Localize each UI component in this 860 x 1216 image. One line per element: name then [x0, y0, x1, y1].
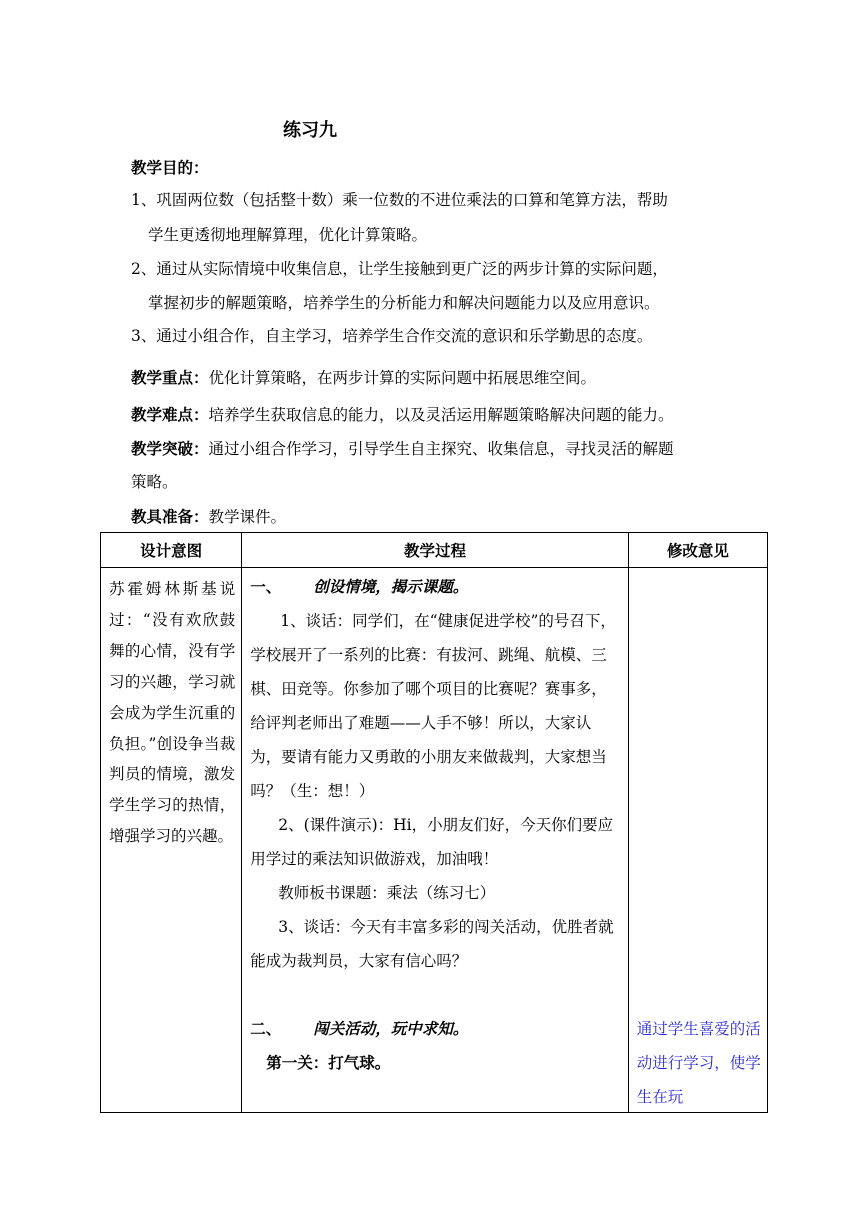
modification-text: 通过学生喜爱的活动进行学习，使学生在玩: [636, 1020, 761, 1106]
level-1-heading: 第一关：打气球。: [266, 1053, 391, 1072]
process-paragraph-4: 3、谈话：今天有丰富多彩的闯关活动，优胜者就能成为裁判员，大家有信心吗？: [250, 918, 614, 970]
breakthrough-text-line1: 通过小组合作学习，引导学生自主探究、收集信息，寻找灵活的解题: [208, 440, 674, 458]
difficulty-label: 教学难点：: [131, 405, 209, 424]
process-paragraph-1: 1、谈话：同学们，在“健康促进学校”的号召下，学校展开了一系列的比赛：有拔河、跳绳、航模、三棋、田竞等。你参加了哪个项目的比赛呢？赛事多，给评判老师出了难题——人手不够！所以，大家认为，要请有能力又勇敢的小朋友来做裁判，大家想当吗？（生：想！）: [250, 612, 616, 800]
section-2-heading: 二、 闯关活动，玩中求知。: [250, 1019, 469, 1038]
materials: [131, 506, 286, 528]
modification-cell: [628, 568, 767, 1113]
design-intent-cell: [101, 568, 242, 1113]
key-point: [131, 367, 596, 389]
key-point-text: 优化计算策略，在两步计算的实际问题中拓展思维空间。: [208, 369, 597, 387]
key-point-label: 教学重点：: [131, 368, 209, 387]
breakthrough-text-line2: 策略。: [131, 473, 178, 491]
objective-2-line2: 掌握初步的解题策略，培养学生的分析能力和解决问题能力以及应用意识。: [148, 294, 660, 312]
objective-1-line2: 学生更透彻地理解算理，优化计算策略。: [148, 226, 428, 244]
table-header-row: [101, 533, 768, 568]
objective-3-line1: 3、通过小组合作，自主学习，培养学生合作交流的意识和乐学勤思的态度。: [131, 327, 653, 345]
materials-label: 教具准备：: [131, 507, 209, 526]
difficulty-text: 培养学生获取信息的能力，以及灵活运用解题策略解决问题的能力。: [208, 406, 674, 424]
objective-1-line1: 1、巩固两位数（包括整十数）乘一位数的不进位乘法的口算和笔算方法，帮助: [131, 191, 668, 209]
header-design-intent: 设计意图: [101, 533, 242, 568]
objective-2-line1: 2、通过从实际情境中收集信息，让学生接触到更广泛的两步计算的实际问题，: [131, 260, 668, 278]
difficulty: [131, 404, 674, 426]
table-row: [101, 568, 768, 1113]
process-paragraph-3: 教师板书课题：乘法（练习七）: [278, 884, 496, 902]
breakthrough: [131, 438, 674, 460]
process-paragraph-2: 2、(课件演示)：Hi，小朋友们好，今天你们要应用学过的乘法知识做游戏，加油哦！: [250, 816, 614, 868]
section-1-heading: 一、 创设情境，揭示课题。: [250, 577, 469, 596]
page-title: 练习九: [283, 120, 337, 141]
breakthrough-label: 教学突破：: [131, 439, 209, 458]
header-teaching-process: 教学过程: [242, 533, 629, 568]
design-intent-text: 苏霍姆林斯基说过：“没有欢欣鼓舞的心情，没有学习的兴趣，学习就会成为学生沉重的负担。”创设争当裁判员的情境，激发学生学习的热情，增强学习的兴趣。: [109, 580, 236, 846]
header-modification: 修改意见: [628, 533, 767, 568]
objectives-label: 教学目的：: [131, 158, 209, 177]
teaching-process-cell: [242, 568, 629, 1113]
materials-text: 教学课件。: [208, 508, 287, 526]
lesson-table: [100, 532, 768, 1113]
